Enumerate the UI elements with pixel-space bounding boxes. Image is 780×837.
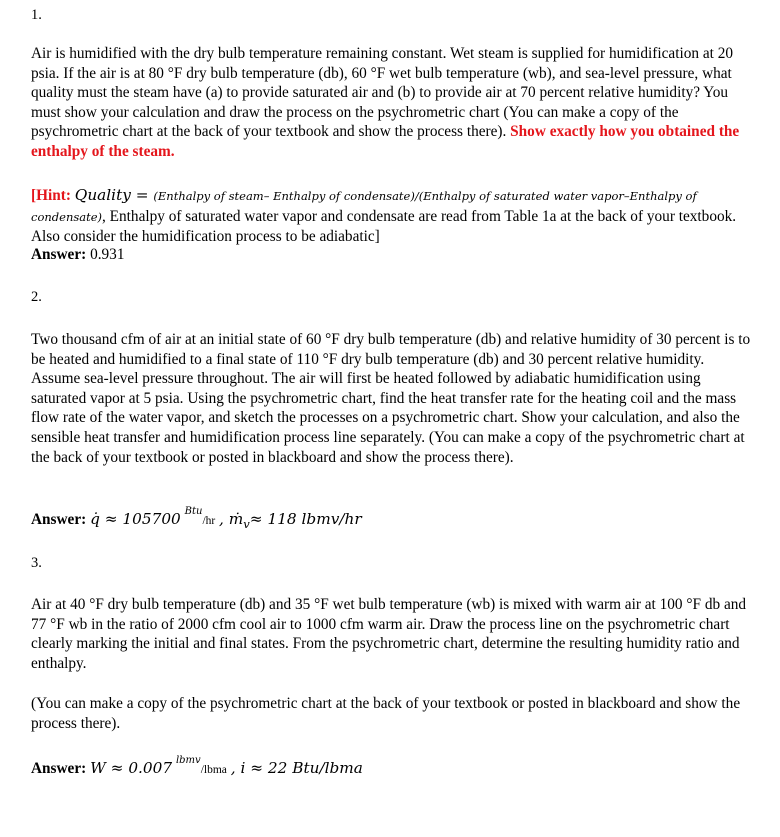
problem-2-answer	[31, 506, 362, 532]
problem-3-text-2: (You can make a copy of the psychrometric chart at the back of your textbook or posted in blackboard and show the process there).	[31, 695, 741, 732]
answer-m-sub: v	[243, 517, 250, 532]
problem-1-number: 1.	[31, 7, 42, 23]
hint-text: , Enthalpy of saturated water vapor and condensate are read from Table 1a at the back of your textbook. Also consider the humidification process to be adiabatic]	[31, 207, 737, 246]
answer-q-unit-sup: Btu	[184, 506, 203, 517]
problem-1-answer	[31, 246, 124, 264]
answer-q-unit-sub: /hr	[202, 515, 216, 527]
answer-i: , i ≈ 22 Btu/lbma	[230, 759, 363, 777]
answer-q: q̇ ≈ 105700	[90, 510, 181, 528]
hint-formula-lhs: Quality	[74, 186, 131, 204]
hint-label: [Hint:	[31, 187, 71, 204]
answer-m: , ṁ	[219, 510, 244, 528]
answer-w-unit-sub: /lbma	[200, 764, 227, 776]
hint-formula-rhs: (Enthalpy of steam– Enthalpy of condensate)/(Enthalpy of saturated water vapor–Enthalpy of condensate)	[31, 189, 697, 224]
answer-label: Answer:	[31, 511, 87, 528]
problem-3-text: Air at 40 °F dry bulb temperature (db) and 35 °F wet bulb temperature (wb) is mixed with warm air at 100 °F db and 77 °F wb in the ratio of 2000 cfm cool air to 1000 cfm warm air. Draw the process line on the psychrometric chart clearly marking the initial and final states. From the psychrometric chart, determine the resulting humidity ratio and enthalpy.	[31, 596, 747, 672]
problem-1-text	[31, 44, 751, 162]
problem-2-number: 2.	[31, 289, 42, 305]
problem-1-emphasis: Show exactly how you obtained the enthalpy of the steam.	[31, 123, 740, 160]
answer-w: W ≈ 0.007	[90, 759, 173, 777]
answer-label: Answer:	[31, 760, 87, 777]
answer-w-unit-sup: lbmv	[175, 755, 201, 766]
answer-m-val: ≈ 118 lbmv/hr	[249, 510, 362, 528]
answer-value: 0.931	[90, 246, 125, 263]
problem-3-number: 3.	[31, 555, 42, 571]
problem-2-text: Two thousand cfm of air at an initial state of 60 °F dry bulb temperature (db) and relative humidity of 30 percent is to be heated and humidified to a final state of 110 °F dry bulb temperature (db) and 30 percent relative humidity. Assume sea-level pressure throughout. The air will first be heated followed by adiabatic humidification using saturated vapor at 5 psia. Using the psychrometric chart, find the heat transfer rate for the heating coil and the mass flow rate of the water vapor, and sketch the processes on a psychrometric chart. Show your calculation, and also the sensible heat transfer and humidification process line separately. (You can make a copy of the psychrometric chart at the back of your textbook or posted in blackboard and show the process there).	[31, 331, 751, 466]
answer-label: Answer:	[31, 246, 87, 263]
problem-3-answer	[31, 755, 363, 778]
problem-1-body: Air is humidified with the dry bulb temperature remaining constant. Wet steam is supplied for humidification at 20 psia. If the air is at 80 °F dry bulb temperature (db), 60 °F wet bulb temperature (wb), and sea-level pressure, what quality must the steam have (a) to provide saturated air and (b) to provide air at 70 percent relative humidity? You must show your calculation and draw the process on the psychrometric chart (You can make a copy of the psychrometric chart at the back of your textbook and show the process there).	[31, 45, 733, 141]
problem-1-hint: [Hint: Quality = (Enthalpy of steam– Enthalpy of condensate)/(Enthalpy of saturated water vapor–Enthalpy of condensate), Enthalpy of saturated water vapor and condensate are read from Table 1a at the back of your textbook. Also consider the humidification process to be adiabatic]	[31, 186, 737, 246]
